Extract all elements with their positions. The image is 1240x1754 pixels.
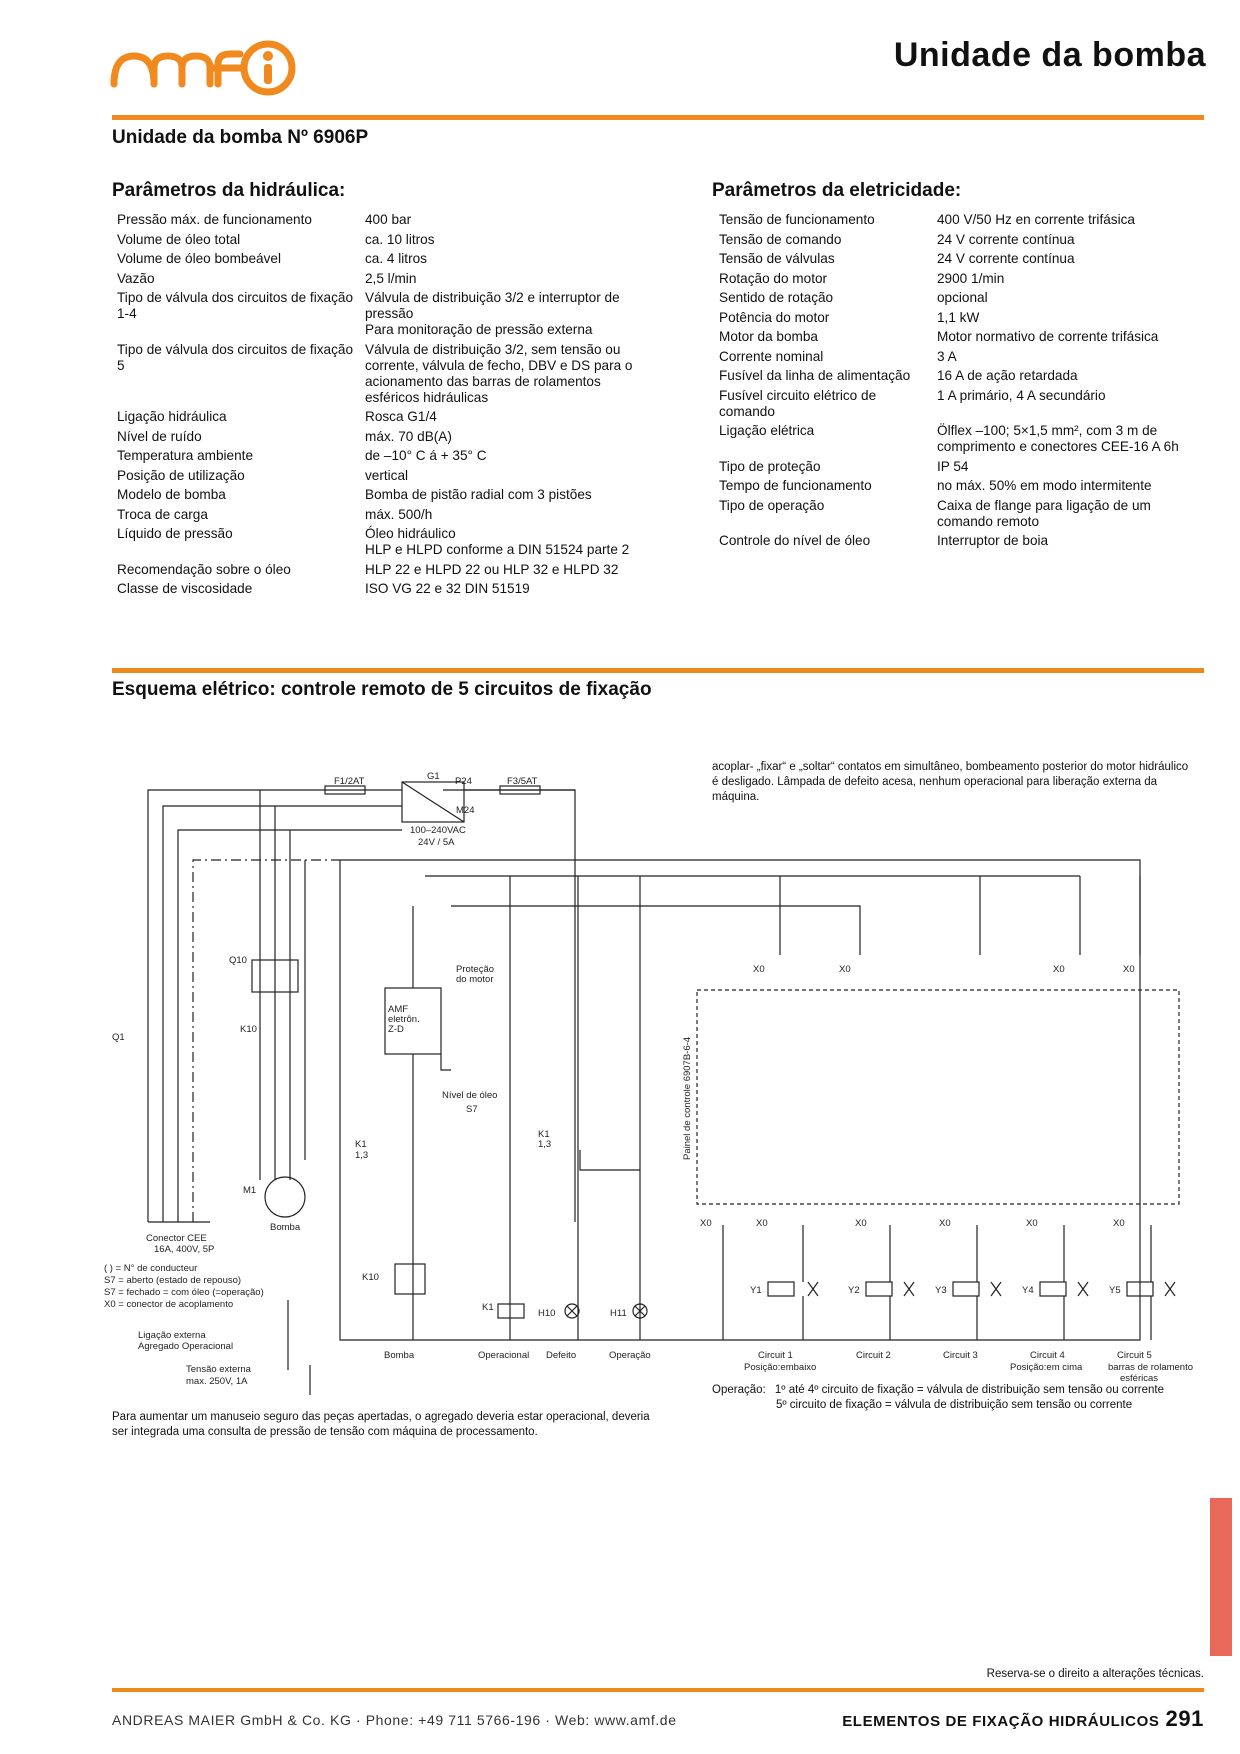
label-tensao2: max. 250V, 1A [186,1376,248,1387]
legend-2: S7 = aberto (estado de repouso) [104,1275,242,1286]
label-painel: Painel de controle 6907B-6-4 [682,1036,693,1160]
ele-param-value-text: Motor normativo de corrente trifásica [937,329,1159,344]
ele-param-name: Tensão de funcionamento [719,212,875,227]
label-c1b: Posição:embaixo [744,1362,817,1373]
hyd-param-name: Recomendação sobre o óleo [117,561,291,577]
label-amf2: eletrôn. [388,1014,420,1025]
label-k1b-right: 1,3 [538,1139,552,1150]
label-m24: M24 [456,805,475,816]
ele-param-value-text: 24 V corrente contínua [937,231,1075,247]
ele-param-value-text: 16 A de ação retardada [937,368,1078,383]
hyd-param-value-text: 400 bar [365,212,412,227]
ele-param-value-text: 1 A primário, 4 A secundário [937,387,1106,403]
label-x0-2: X0 [839,964,851,975]
label-psu2: 24V / 5A [418,837,455,848]
label-bot-opr: Operação [609,1350,651,1361]
ele-param-value-text: no máx. 50% em modo intermitente [937,478,1152,493]
ele-param-value-text: IP 54 [937,458,969,474]
label-q1: Q1 [112,1032,125,1043]
ele-param-name: Fusível da linha de alimentação [719,368,911,383]
label-c3: Circuit 3 [943,1350,978,1361]
label-lig1: Ligação externa [138,1330,206,1341]
hyd-param-name: Ligação hidráulica [117,409,227,424]
ele-param-name: Tipo de operação [719,497,825,513]
schematic-top-note: acoplar- „fixar“ e „soltar“ contatos em simultâneo, bombeamento posterior do motor hidráulico é desligado. Lâmpada de defeito acesa, nenhum operacional para liberação externa da máquina. [712,761,1189,803]
label-p24: P24 [455,776,472,787]
hyd-param-name: Volume de óleo bombeável [117,251,281,266]
ele-param-value-text: opcional [937,290,988,305]
ele-param-value-text: 3 A [937,348,957,364]
ele-param-value-text: 2900 1/min [937,270,1005,286]
hyd-param-name: Troca de carga [117,506,208,522]
label-k1-coil: K1 [482,1302,494,1313]
hyd-param-value-text: ISO VG 22 e 32 DIN 51519 [365,581,530,596]
hyd-param-value-extra: HLP e HLPD conforme a DIN 51524 parte 2 [365,542,630,557]
ele-param-name: Tipo de proteção [719,458,821,474]
hyd-param-name: Líquido de pressão [117,526,233,541]
label-amf1: AMF [388,1004,409,1015]
legend-1: ( ) = N° de conducteur [104,1263,198,1274]
operation-label: Operação: [712,1384,766,1396]
label-k1: K1 [355,1139,367,1150]
label-q10: Q10 [229,955,247,966]
ele-param-name: Corrente nominal [719,348,824,364]
label-protecao2: do motor [456,974,494,985]
hyd-param-value-extra: Para monitoração de pressão externa [365,322,593,337]
label-x0-4: X0 [1123,964,1135,975]
label-c4: Circuit 4 [1030,1350,1065,1361]
hyd-param-name: Temperatura ambiente [117,448,254,463]
product-heading: Unidade da bomba Nº 6906P [112,127,369,148]
label-x0-5: X0 [700,1218,712,1229]
ele-param-name: Sentido de rotação [719,290,834,305]
label-y4: Y4 [1022,1285,1034,1296]
label-k10: K10 [240,1024,257,1035]
schematic-heading: Esquema elétrico: controle remoto de 5 circuitos de fixação [112,679,652,700]
hyd-param-name: Modelo de bomba [117,487,226,502]
hyd-param-name: Volume de óleo total [117,231,241,247]
hyd-param-value-text: Óleo hidráulico [365,526,456,541]
footer-company: ANDREAS MAIER GmbH & Co. KG · Phone: +49 711 5766-196 · Web: www.amf.de [112,1712,677,1728]
ele-param-name: Tensão de válvulas [719,251,835,266]
legend-4: X0 = conector de acoplamento [104,1299,234,1310]
ele-param-name: Potência do motor [719,309,830,325]
ele-param-name: Tempo de funcionamento [719,478,872,493]
footer-section-label: ELEMENTOS DE FIXAÇÃO HIDRÁULICOS [842,1713,1160,1730]
operation-line1: 1º até 4º circuito de fixação = válvula de distribuição sem tensão ou corrente [774,1384,1164,1396]
reserve-note: Reserva-se o direito a alterações técnicas. [986,1668,1204,1680]
label-x0-6: X0 [756,1218,768,1229]
label-c4b: Posição:em cima [1010,1362,1083,1373]
label-y2: Y2 [848,1285,860,1296]
hyd-param-value-text: Bomba de pistão radial com 3 pistões [365,487,592,502]
ele-param-value-text: Ölflex –100; 5×1,5 mm², com 3 m de comprimento e conectores CEE-16 A 6h [937,423,1179,454]
bottom-note: Para aumentar um manuseio seguro das peças apertadas, o agregado deveria estar operacional, deveria ser integrada uma consulta de pressão de tensão com máquina de processamento. [112,1411,650,1438]
label-y5: Y5 [1109,1285,1121,1296]
hyd-param-value-text: máx. 500/h [365,506,433,522]
ele-param-name: Fusível circuito elétrico de comando [719,387,877,419]
label-k1b: 1,3 [355,1150,369,1161]
operation-note [712,1383,1202,1413]
label-x0-3: X0 [1053,964,1065,975]
label-tensao1: Tensão externa [186,1364,251,1375]
label-h10: H10 [538,1308,556,1319]
label-f3: F3/5AT [507,776,538,787]
electrics-heading: Parâmetros da eletricidade: [712,180,962,201]
hyd-param-value-text: vertical [365,467,409,483]
hyd-param-name: Classe de viscosidade [117,581,253,596]
label-c5b: barras de rolamento [1108,1362,1194,1373]
label-x0-1: X0 [753,964,765,975]
label-x0-8: X0 [939,1218,951,1229]
ele-param-value-text: Caixa de flange para ligação de um comando remoto [937,497,1151,529]
hydraulics-heading: Parâmetros da hidráulica: [112,180,346,201]
hyd-param-value-text: 2,5 l/min [365,270,417,286]
label-psu1: 100–240VAC [410,825,466,836]
operation-line2: 5º circuito de fixação = válvula de distribuição sem tensão ou corrente [776,1399,1133,1411]
label-conector2: 16A, 400V, 5P [154,1244,215,1255]
label-bot-def: Defeito [546,1350,577,1361]
label-c5c: esféricas [1120,1373,1159,1384]
hyd-param-name: Nível de ruído [117,428,202,444]
hyd-param-value-text: Válvula de distribuição 3/2, sem tensão ou corrente, válvula de fecho, DBV e DS para o acionamento das barras de rolamentos esféricos hidráulicas [365,341,633,405]
label-y3: Y3 [935,1285,947,1296]
page-number: 291 [1165,1706,1204,1731]
label-c5: Circuit 5 [1117,1350,1152,1361]
label-g1: G1 [427,771,440,782]
label-protecao1: Proteção [456,964,495,975]
hyd-param-name: Tipo de válvula dos circuitos de fixação 5 [117,341,353,373]
ele-param-name: Motor da bomba [719,329,818,344]
hyd-param-value-text: Válvula de distribuição 3/2 e interruptor de pressão [365,290,620,321]
legend-3: S7 = fechado = com óleo (=operação) [104,1287,264,1298]
label-y1: Y1 [750,1285,762,1296]
ele-param-name: Rotação do motor [719,270,828,286]
hyd-param-value-text: ca. 10 litros [365,231,435,247]
hyd-param-name: Vazão [117,270,155,286]
label-x0-9: X0 [1026,1218,1038,1229]
ele-param-value-text: 400 V/50 Hz en corrente trifásica [937,212,1135,227]
hyd-param-name: Pressão máx. de funcionamento [117,212,312,227]
label-lig2: Agregado Operacional [138,1341,234,1352]
label-h11: H11 [610,1308,627,1319]
hyd-param-value-text: máx. 70 dB(A) [365,428,452,444]
page-title: Unidade da bomba [893,36,1206,74]
label-c1: Circuit 1 [758,1350,793,1361]
label-amf3: Z-D [388,1024,404,1035]
ele-param-value-text: 1,1 kW [937,309,980,325]
hyd-param-value-text: de –10° C á + 35° C [365,448,487,463]
ele-param-name: Tensão de comando [719,231,842,247]
label-bot-bomba: Bomba [384,1350,415,1361]
section-tab [1210,1498,1232,1656]
hyd-param-value-text: ca. 4 litros [365,251,427,266]
label-s7: S7 [466,1104,478,1115]
label-bot-oper: Operacional [478,1350,530,1361]
hyd-param-name: Tipo de válvula dos circuitos de fixação 1-4 [117,290,353,321]
label-bomba-motor: Bomba [270,1222,301,1233]
ele-param-value-text: 24 V corrente contínua [937,251,1075,266]
hyd-param-value-text: Rosca G1/4 [365,409,437,424]
ele-param-name: Controle do nível de óleo [719,533,871,548]
label-x0-7: X0 [855,1218,867,1229]
label-m1: M1 [243,1185,257,1196]
label-k1-right: K1 [538,1129,550,1140]
ele-param-value-text: Interruptor de boia [937,533,1049,548]
label-conector: Conector CEE [146,1233,207,1244]
label-k10-coil: K10 [362,1272,379,1283]
hyd-param-value-text: HLP 22 e HLPD 22 ou HLP 32 e HLPD 32 [365,561,619,577]
label-c2: Circuit 2 [856,1350,891,1361]
label-f1: F1/2AT [334,776,365,787]
ele-param-name: Ligação elétrica [719,423,815,438]
footer-section [842,1706,1204,1732]
label-nivel: Nível de óleo [442,1090,498,1101]
footer-rule [112,1688,1204,1692]
hyd-param-name: Posição de utilização [117,467,245,483]
label-x0-10: X0 [1113,1218,1125,1229]
